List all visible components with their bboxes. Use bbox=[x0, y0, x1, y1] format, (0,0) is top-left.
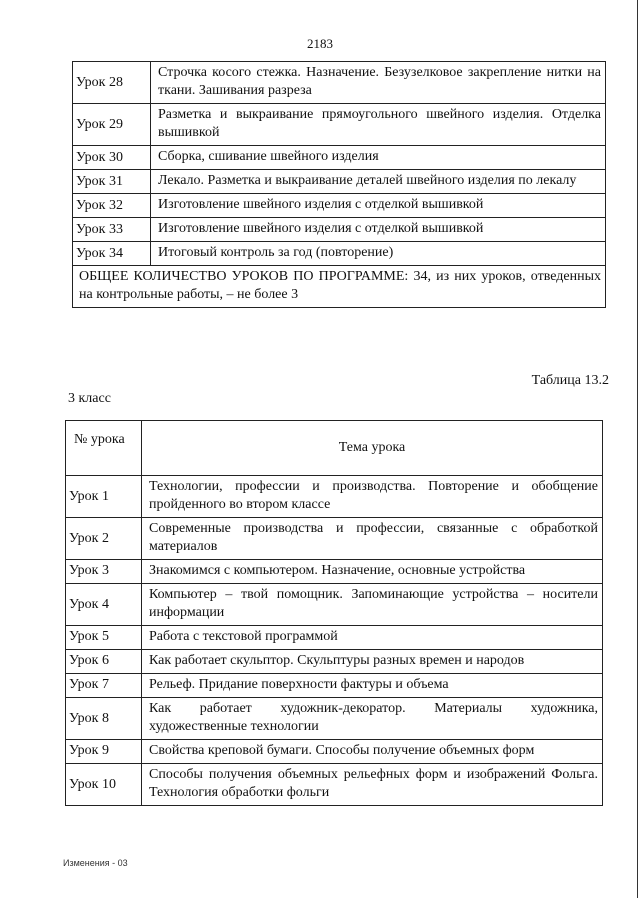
table-row bbox=[66, 476, 603, 518]
lesson-number: Урок 4 bbox=[66, 584, 142, 626]
lesson-topic: Способы получения объемных рельефных форм и изображений Фольга. Технология обработки фольги bbox=[142, 764, 603, 806]
table-row bbox=[66, 698, 603, 740]
lesson-topic: Знакомимся с компьютером. Назначение, основные устройства bbox=[142, 560, 603, 584]
table-row bbox=[73, 194, 606, 218]
lesson-number: Урок 8 bbox=[66, 698, 142, 740]
table-header-row bbox=[66, 421, 603, 476]
lesson-topic: Технологии, профессии и производства. Повторение и обобщение пройденного во втором классе bbox=[142, 476, 603, 518]
lesson-topic: Разметка и выкраивание прямоугольного швейного изделия. Отделка вышивкой bbox=[151, 104, 606, 146]
lesson-number: Урок 9 bbox=[66, 740, 142, 764]
lesson-number: Урок 6 bbox=[66, 650, 142, 674]
lesson-number: Урок 7 bbox=[66, 674, 142, 698]
table-row bbox=[73, 170, 606, 194]
table-row bbox=[66, 674, 603, 698]
lesson-topic: Рельеф. Придание поверхности фактуры и объема bbox=[142, 674, 603, 698]
lesson-number: Урок 1 bbox=[66, 476, 142, 518]
lesson-topic: Как работает скульптор. Скульптуры разных времен и народов bbox=[142, 650, 603, 674]
lesson-topic: Строчка косого стежка. Назначение. Безузелковое закрепление нитки на ткани. Зашивания разреза bbox=[151, 62, 606, 104]
lessons-table-continued bbox=[72, 61, 606, 308]
lesson-number: Урок 3 bbox=[66, 560, 142, 584]
lesson-number: Урок 10 bbox=[66, 764, 142, 806]
page-edge bbox=[637, 0, 638, 898]
lesson-number: Урок 34 bbox=[73, 242, 151, 266]
lesson-number: Урок 30 bbox=[73, 146, 151, 170]
lesson-topic: Изготовление швейного изделия с отделкой вышивкой bbox=[151, 194, 606, 218]
lessons-table-grade-3 bbox=[65, 420, 603, 806]
footer-revision-note: Изменения - 03 bbox=[63, 858, 128, 868]
page-number: 2183 bbox=[307, 36, 333, 51]
class-label: 3 класс bbox=[68, 391, 111, 406]
column-header-number: № урока bbox=[66, 421, 142, 476]
lesson-number: Урок 28 bbox=[73, 62, 151, 104]
table-row bbox=[73, 242, 606, 266]
lesson-topic: Работа с текстовой программой bbox=[142, 626, 603, 650]
column-header-topic: Тема урока bbox=[142, 421, 603, 476]
lesson-topic: Современные производства и профессии, связанные с обработкой материалов bbox=[142, 518, 603, 560]
lesson-topic: Лекало. Разметка и выкраивание деталей швейного изделия по лекалу bbox=[151, 170, 606, 194]
lesson-number: Урок 29 bbox=[73, 104, 151, 146]
lesson-topic: Итоговый контроль за год (повторение) bbox=[151, 242, 606, 266]
table-caption: Таблица 13.2 bbox=[531, 373, 609, 388]
table-row bbox=[73, 104, 606, 146]
table-row bbox=[73, 62, 606, 104]
table-row bbox=[66, 626, 603, 650]
lesson-topic: Свойства креповой бумаги. Способы получение объемных форм bbox=[142, 740, 603, 764]
total-lessons-note: ОБЩЕЕ КОЛИЧЕСТВО УРОКОВ ПО ПРОГРАММЕ: 34, из них уроков, отведенных на контрольные работы, – не более 3 bbox=[73, 266, 606, 308]
lesson-topic: Компьютер – твой помощник. Запоминающие устройства – носители информации bbox=[142, 584, 603, 626]
lesson-topic: Сборка, сшивание швейного изделия bbox=[151, 146, 606, 170]
table-row bbox=[66, 764, 603, 806]
table-row bbox=[73, 218, 606, 242]
table-row bbox=[66, 650, 603, 674]
table-row bbox=[66, 740, 603, 764]
lesson-number: Урок 33 bbox=[73, 218, 151, 242]
lesson-number: Урок 32 bbox=[73, 194, 151, 218]
lesson-topic: Как работает художник-декоратор. Материалы художника, художественные технологии bbox=[142, 698, 603, 740]
lesson-topic: Изготовление швейного изделия с отделкой вышивкой bbox=[151, 218, 606, 242]
table-row bbox=[73, 146, 606, 170]
lesson-number: Урок 2 bbox=[66, 518, 142, 560]
lesson-number: Урок 31 bbox=[73, 170, 151, 194]
table-row bbox=[66, 560, 603, 584]
table-row bbox=[66, 518, 603, 560]
table-row bbox=[66, 584, 603, 626]
lesson-number: Урок 5 bbox=[66, 626, 142, 650]
total-row bbox=[73, 266, 606, 308]
